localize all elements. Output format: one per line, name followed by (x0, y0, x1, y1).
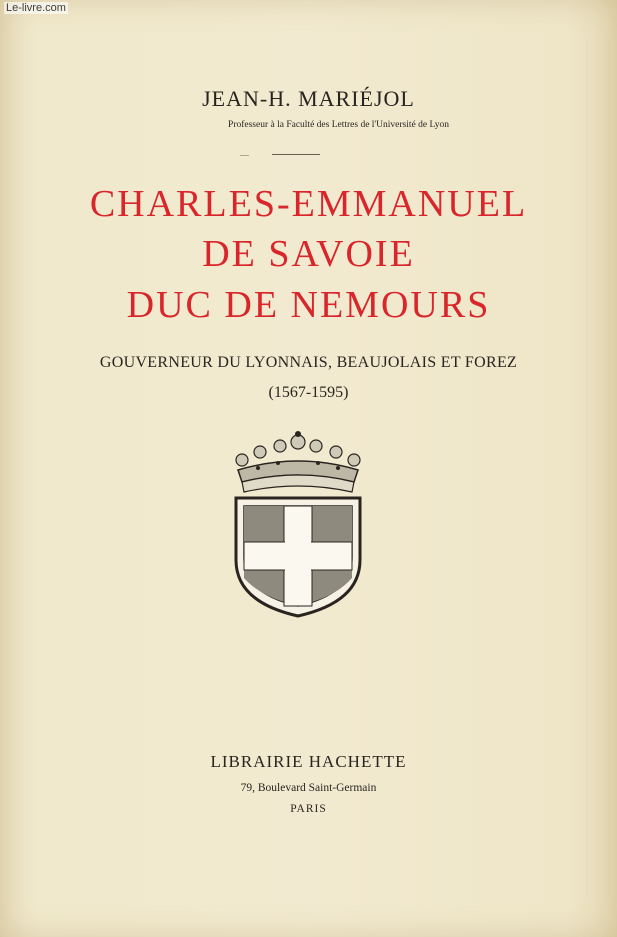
crown-icon (236, 431, 360, 492)
author-affiliation: Professeur à la Faculté des Lettres de l'Université de Lyon (228, 120, 449, 130)
watermark: Le-livre.com (6, 2, 66, 14)
title-line-3: DUC DE NEMOURS (126, 284, 491, 326)
title-line-1: CHARLES-EMMANUEL (89, 183, 528, 225)
ornament-dash: — (240, 150, 249, 160)
divider (272, 154, 320, 155)
publisher-address: 79, Boulevard Saint-Germain (240, 782, 377, 794)
publisher-name: LIBRAIRIE HACHETTE (210, 752, 407, 771)
savoy-coat-of-arms-icon (228, 430, 368, 620)
shield-icon (236, 498, 360, 616)
title-line-2: DE SAVOIE (202, 233, 415, 275)
subtitle: GOUVERNEUR DU LYONNAIS, BEAUJOLAIS ET FOREZ (99, 354, 518, 371)
author-name: JEAN-H. MARIÉJOL (202, 86, 415, 111)
dates: (1567-1595) (268, 384, 349, 401)
publisher-city: PARIS (290, 803, 327, 815)
